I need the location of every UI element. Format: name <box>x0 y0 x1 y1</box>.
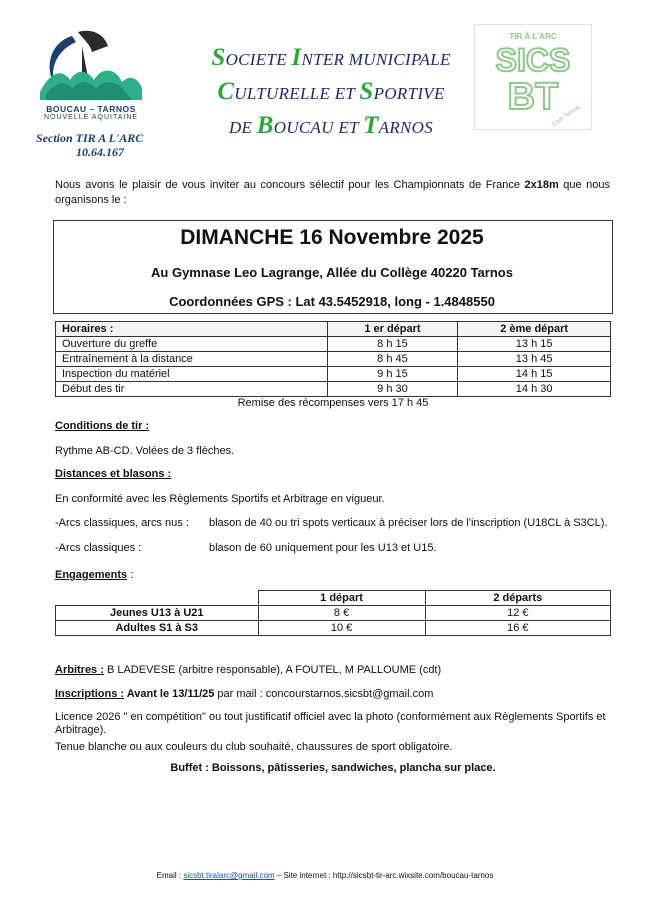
title-cap: C <box>217 78 235 105</box>
arbitres-label: Arbitres : <box>55 664 104 676</box>
schedule-header: 2 ème départ <box>458 322 611 337</box>
logo-left-line1: BOUCAU – TARNOS <box>46 104 136 114</box>
logo-left-line2: NOUVELLE AQUITAINE <box>43 114 139 121</box>
schedule-cell: 13 h 45 <box>458 352 611 367</box>
conditions-text: Rythme AB-CD. Volées de 3 flèches. <box>55 445 235 457</box>
distances-text: En conformité avec les Règlements Sportifs et Arbitrage en vigueur. <box>55 493 385 505</box>
fees-header-empty <box>56 591 259 606</box>
title-cap: S <box>211 44 226 71</box>
fees-cell: 10 € <box>258 621 425 636</box>
distances-heading: Distances et blasons : <box>55 468 172 480</box>
engagements-suffix: : <box>127 569 134 581</box>
intro-bold: 2x18m <box>524 179 559 191</box>
wave-emblem-icon <box>32 22 150 106</box>
schedule-cell: 14 h 15 <box>458 367 611 382</box>
fees-cell: 16 € <box>425 621 610 636</box>
title-cap: B <box>256 112 274 139</box>
inscriptions-text: par mail : concourstarnos.sicsbt@gmail.com <box>214 688 434 700</box>
fees-cell: Jeunes U13 à U21 <box>56 606 259 621</box>
distance-item-value: blason de 60 uniquement pour les U13 et U15. <box>209 542 437 554</box>
title-rest: ULTURELLE ET <box>234 84 360 103</box>
title-rest: PORTIVE <box>373 84 445 103</box>
footer-email-label: Email : <box>156 871 184 880</box>
schedule-cell: 14 h 30 <box>458 382 611 397</box>
title-line-3 <box>170 110 492 144</box>
table-row <box>56 606 611 621</box>
fees-table <box>55 590 611 636</box>
table-row <box>56 337 611 352</box>
table-header-row <box>56 322 611 337</box>
logo-right-line2: BT <box>507 76 559 118</box>
footer-email-link[interactable]: sicsbt.tiralarc@gmail.com <box>183 871 275 880</box>
engagements-heading: Engagements <box>55 569 128 581</box>
title-cap: T <box>363 112 379 139</box>
event-venue: Au Gymnase Leo Lagrange, Allée du Collège 40220 Tarnos <box>151 265 513 280</box>
tenue-text: Tenue blanche ou aux couleurs du club souhaité, chaussures de sport obligatoire. <box>55 741 453 753</box>
table-header-row <box>56 591 611 606</box>
section-label-block <box>36 131 186 159</box>
distance-item-label: -Arcs classiques, arcs nus : <box>55 517 189 529</box>
intro-paragraph <box>55 178 610 208</box>
footer-site: – Site internet : http://sicsbt-tir-arc.wixsite.com/boucau-tarnos <box>274 871 494 880</box>
schedule-header: 1 er départ <box>327 322 458 337</box>
logo-right-top: TIR À L'ARC <box>509 32 557 41</box>
event-gps: Coordonnées GPS : Lat 43.5452918, long - 1.4848550 <box>169 294 495 309</box>
title-line-2 <box>170 76 492 110</box>
arbitres-text: B LADEVESE (arbitre responsable), A FOUTEL, M PALLOUME (cdt) <box>103 664 442 676</box>
title-line-1 <box>170 42 492 76</box>
fees-cell: 12 € <box>425 606 610 621</box>
club-title <box>170 42 492 144</box>
schedule-cell: 9 h 15 <box>327 367 458 382</box>
schedule-cell: 9 h 30 <box>327 382 458 397</box>
table-row <box>56 352 611 367</box>
inscriptions-line <box>55 687 433 701</box>
intro-after: que nous organisons le : <box>55 179 610 206</box>
fees-cell: 8 € <box>258 606 425 621</box>
arbitres-line <box>55 663 441 677</box>
table-row <box>56 367 611 382</box>
title-rest: DE <box>228 118 257 137</box>
sicsbt-logo-graphic <box>475 25 591 129</box>
licence-text: Licence 2026 " en compétition" ou tout justificatif officiel avec la photo (conformément aux Règlements Sportifs et Arbitrage). <box>55 711 606 736</box>
title-rest: OCIETE <box>225 50 292 69</box>
table-row <box>56 382 611 397</box>
distance-item-value: blason de 40 ou tri spots verticaux à préciser lors de l'inscription (U18CL à S3CL). <box>209 517 608 529</box>
logo-right-tag: Club Tarnos <box>551 104 582 128</box>
title-cap: I <box>291 44 302 71</box>
buffet-text: Buffet : Boissons, pâtisseries, sandwiches, plancha sur place. <box>170 762 496 774</box>
fees-header: 1 départ <box>258 591 425 606</box>
table-row <box>56 621 611 636</box>
event-date: DIMANCHE 16 Novembre 2025 <box>180 226 484 249</box>
title-rest: NTER MUNICIPALE <box>301 50 451 69</box>
schedule-cell: Inspection du matériel <box>56 367 328 382</box>
schedule-header: Horaires : <box>56 322 328 337</box>
distance-item-label: -Arcs classiques : <box>55 542 142 554</box>
schedule-cell: 13 h 15 <box>458 337 611 352</box>
title-rest: OUCAU ET <box>273 118 364 137</box>
schedule-table <box>55 321 611 397</box>
engagements-heading-block <box>55 569 133 581</box>
title-cap: S <box>359 78 374 105</box>
footer <box>0 871 650 880</box>
fees-cell: Adultes S1 à S3 <box>56 621 259 636</box>
section-number: 10.64.167 <box>76 145 124 159</box>
schedule-cell: Ouverture du greffe <box>56 337 328 352</box>
schedule-cell: 8 h 45 <box>327 352 458 367</box>
intro-before: Nous avons le plaisir de vous inviter au concours sélectif pour les Championnats de France <box>55 179 525 191</box>
title-rest: ARNOS <box>378 118 434 137</box>
schedule-cell: Début des tir <box>56 382 328 397</box>
conditions-heading: Conditions de tir : <box>55 420 150 432</box>
sicsbt-logo <box>474 24 592 130</box>
inscriptions-label: Inscriptions : <box>55 688 125 700</box>
section-label: Section TIR A L'ARC <box>36 131 144 145</box>
logo-right-line1: SICS <box>495 42 571 78</box>
fees-header: 2 départs <box>425 591 610 606</box>
inscriptions-deadline: Avant le 13/11/25 <box>124 688 215 700</box>
schedule-cell: 8 h 15 <box>327 337 458 352</box>
schedule-cell: Entraînement à la distance <box>56 352 328 367</box>
awards-note: Remise des récompenses vers 17 h 45 <box>237 397 429 409</box>
